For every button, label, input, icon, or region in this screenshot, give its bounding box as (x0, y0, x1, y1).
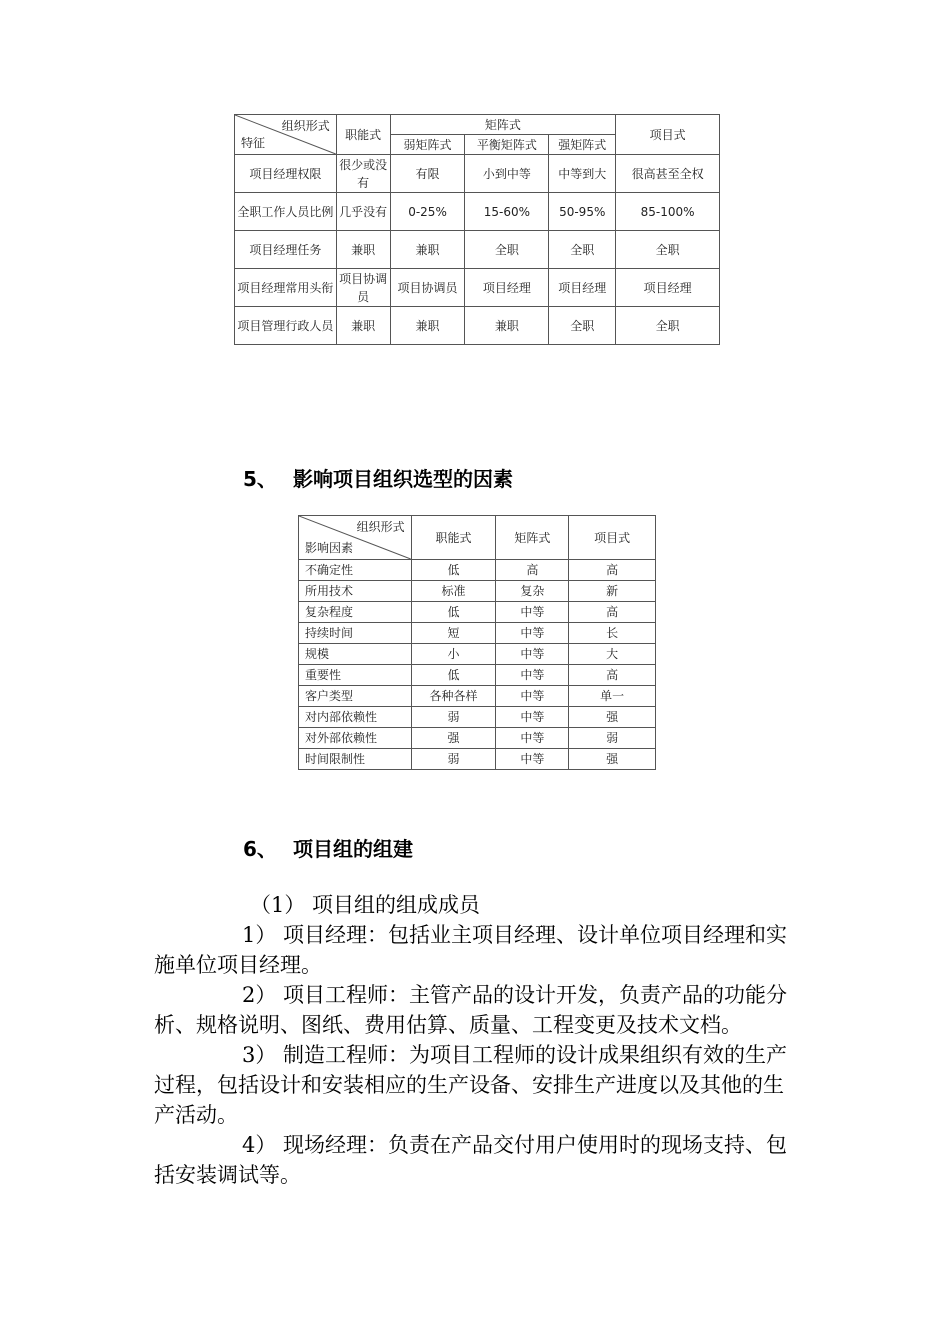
table-cell: 中等 (496, 623, 569, 644)
table-cell: 中等 (496, 749, 569, 770)
table1-col-functional: 职能式 (336, 115, 390, 155)
row-label: 重要性 (299, 665, 412, 686)
table-cell: 高 (569, 602, 656, 623)
section-heading-6 (243, 833, 413, 862)
table-cell: 弱 (411, 707, 496, 728)
table-row (299, 581, 656, 602)
table2-corner-top: 组织形式 (356, 520, 405, 534)
table-cell: 兼职 (465, 307, 549, 345)
paragraph: 1） 项目经理：包括业主项目经理、设计单位项目经理和实施单位项目经理。 (154, 923, 788, 977)
row-label: 不确定性 (299, 560, 412, 581)
row-label: 所用技术 (299, 581, 412, 602)
row-label: 客户类型 (299, 686, 412, 707)
team-members-section (154, 890, 804, 1190)
row-label: 时间限制性 (299, 749, 412, 770)
table-cell: 低 (411, 602, 496, 623)
table-row (235, 231, 720, 269)
table-cell: 50-95% (549, 193, 616, 231)
row-label: 对外部依赖性 (299, 728, 412, 749)
table-cell: 强 (411, 728, 496, 749)
table-cell: 项目经理 (616, 269, 720, 307)
table-cell: 弱 (569, 728, 656, 749)
table-cell: 低 (411, 560, 496, 581)
table-cell: 项目协调员 (336, 269, 390, 307)
table1-col-project: 项目式 (616, 115, 720, 155)
table-row (299, 707, 656, 728)
table-cell: 新 (569, 581, 656, 602)
table-row (299, 623, 656, 644)
table-cell: 低 (411, 665, 496, 686)
table2-corner-bottom: 影响因素 (305, 541, 354, 555)
table-cell: 几乎没有 (336, 193, 390, 231)
table-cell: 高 (496, 560, 569, 581)
paragraph: 3） 制造工程师：为项目工程师的设计成果组织有效的生产过程，包括设计和安装相应的生产设备、安排生产进度以及其他的生产活动。 (154, 1043, 788, 1127)
table-cell: 全职 (616, 307, 720, 345)
table-row (299, 749, 656, 770)
table-cell: 复杂 (496, 581, 569, 602)
table-cell: 全职 (549, 231, 616, 269)
table-cell: 中等 (496, 644, 569, 665)
table-cell: 弱 (411, 749, 496, 770)
table1-subcol: 平衡矩阵式 (465, 135, 549, 155)
table2-col-header: 项目式 (569, 516, 656, 560)
table-cell: 全职 (616, 231, 720, 269)
table-row (235, 193, 720, 231)
table-cell: 全职 (549, 307, 616, 345)
heading-number: 5、 (243, 467, 277, 491)
table-cell: 项目经理 (549, 269, 616, 307)
row-label: 对内部依赖性 (299, 707, 412, 728)
paragraph: 4） 现场经理：负责在产品交付用户使用时的现场支持、包括安装调试等。 (154, 1133, 788, 1187)
table-cell: 全职 (465, 231, 549, 269)
table1-subcol: 强矩阵式 (549, 135, 616, 155)
paragraph: 2） 项目工程师：主管产品的设计开发，负责产品的功能分析、规格说明、图纸、费用估算、质量、工程变更及技术文档。 (154, 983, 788, 1037)
table-row (235, 307, 720, 345)
table-cell: 兼职 (390, 307, 465, 345)
table-row (299, 560, 656, 581)
table-row (235, 269, 720, 307)
table-cell: 短 (411, 623, 496, 644)
table-row (299, 728, 656, 749)
heading-text: 影响项目组织选型的因素 (293, 467, 513, 491)
table1-corner-top: 组织形式 (281, 119, 330, 133)
table-cell: 小到中等 (465, 155, 549, 193)
table-cell: 高 (569, 560, 656, 581)
table-cell: 单一 (569, 686, 656, 707)
table-row (299, 644, 656, 665)
table-cell: 中等 (496, 686, 569, 707)
table-cell: 高 (569, 665, 656, 686)
heading-number: 6、 (243, 837, 277, 861)
row-label: 规模 (299, 644, 412, 665)
table1-corner-bottom: 特征 (241, 136, 266, 150)
row-label: 全职工作人员比例 (235, 193, 337, 231)
row-label: 项目管理行政人员 (235, 307, 337, 345)
sub-heading: （1） 项目组的组成成员 (250, 893, 481, 917)
organization-selection-factors-table (298, 515, 656, 770)
row-label: 持续时间 (299, 623, 412, 644)
row-label: 项目经理常用头衔 (235, 269, 337, 307)
table-cell: 中等 (496, 707, 569, 728)
table-cell: 有限 (390, 155, 465, 193)
section-heading-5 (243, 463, 513, 492)
table1-subcol: 弱矩阵式 (390, 135, 465, 155)
table-cell: 项目经理 (465, 269, 549, 307)
table-cell: 中等 (496, 665, 569, 686)
table-cell: 兼职 (390, 231, 465, 269)
table-cell: 长 (569, 623, 656, 644)
row-label: 项目经理任务 (235, 231, 337, 269)
table-cell: 中等 (496, 728, 569, 749)
table1-col-matrix: 矩阵式 (390, 115, 616, 135)
table-cell: 大 (569, 644, 656, 665)
table-cell: 项目协调员 (390, 269, 465, 307)
table-cell: 兼职 (336, 231, 390, 269)
heading-text: 项目组的组建 (293, 837, 413, 861)
table-cell: 中等到大 (549, 155, 616, 193)
table-cell: 很高甚至全权 (616, 155, 720, 193)
row-label: 复杂程度 (299, 602, 412, 623)
table2-corner-cell (299, 516, 412, 560)
table1-corner-cell (235, 115, 337, 155)
table-row (235, 155, 720, 193)
table-row (299, 602, 656, 623)
table-cell: 0-25% (390, 193, 465, 231)
table-cell: 强 (569, 749, 656, 770)
table-cell: 85-100% (616, 193, 720, 231)
table2-col-header: 职能式 (411, 516, 496, 560)
table-cell: 15-60% (465, 193, 549, 231)
table-cell: 小 (411, 644, 496, 665)
row-label: 项目经理权限 (235, 155, 337, 193)
table-row (299, 686, 656, 707)
table2-col-header: 矩阵式 (496, 516, 569, 560)
table-cell: 标准 (411, 581, 496, 602)
table-cell: 强 (569, 707, 656, 728)
organization-form-comparison-table (234, 114, 720, 345)
table-cell: 兼职 (336, 307, 390, 345)
table-row (299, 665, 656, 686)
table-cell: 很少或没有 (336, 155, 390, 193)
table-cell: 各种各样 (411, 686, 496, 707)
table-cell: 中等 (496, 602, 569, 623)
